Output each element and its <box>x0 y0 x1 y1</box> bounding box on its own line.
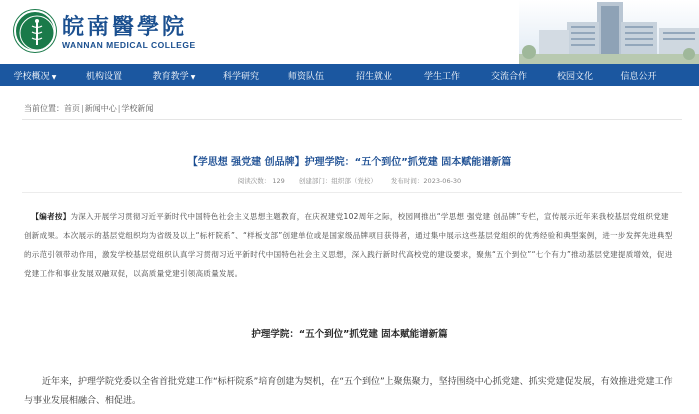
creator-department: 创建部门：组织部（党校） <box>298 177 377 185</box>
editor-note-label: 【编者按】 <box>31 212 71 221</box>
article-meta <box>0 176 699 185</box>
school-name-cn[interactable]: 皖南醫學院 <box>62 14 188 40</box>
divider <box>22 119 682 120</box>
nav-item-education[interactable]: 教育教学 ▼ <box>152 71 196 82</box>
campus-building-image <box>519 0 699 64</box>
nav-item-student-affairs[interactable]: 学生工作 <box>423 71 460 82</box>
nav-item-research[interactable]: 科学研究 <box>222 71 259 82</box>
site-header <box>0 0 699 64</box>
nav-item-about[interactable]: 学校概况 ▼ <box>13 71 57 82</box>
breadcrumb <box>24 103 153 114</box>
breadcrumb-separator: | <box>117 104 121 113</box>
chevron-down-icon: ▼ <box>190 73 196 81</box>
article-subtitle: 护理学院：“五个到位”抓党建 固本赋能谱新篇 <box>251 329 448 340</box>
school-logo[interactable] <box>14 10 56 52</box>
breadcrumb-separator: | <box>81 104 84 113</box>
article-title: 【学思想 强党建 创品牌】护理学院：“五个到位”抓党建 固本赋能谱新篇 <box>187 157 512 168</box>
caduceus-icon <box>16 12 58 54</box>
divider <box>22 192 682 193</box>
nav-item-exchange[interactable]: 交流合作 <box>490 71 527 82</box>
nav-item-departments[interactable]: 机构设置 <box>85 71 122 82</box>
breadcrumb-school-news[interactable]: 学校新闻 <box>121 104 154 113</box>
nav-item-info-disclosure[interactable]: 信息公开 <box>620 71 657 82</box>
nav-item-campus-culture[interactable]: 校园文化 <box>556 71 593 82</box>
chevron-down-icon: ▼ <box>51 73 57 81</box>
school-name-en: WANNAN MEDICAL COLLEGE <box>62 40 196 50</box>
nav-item-faculty[interactable]: 师资队伍 <box>287 71 324 82</box>
editor-note-text: 为深入开展学习贯彻习近平新时代中国特色社会主义思想主题教育，在庆祝建党102周年之际，校园网推出“学思想 强党建 创品牌”专栏，宣传展示近年来我校基层党组织党建创新成果。本次展示的基层党组织均为省级及以上“标杆院系”、“样板支部”创建单位或是国家级品牌项目获得者，通过集中展示这些基层党组织的优秀经验和典型案例，进一步发挥先进典型的示范引领带动作用，激发学校基层党组织认真学习贯彻习近平新时代中国特色社会主义思想，深入践行新时代高校党的建设要求，聚焦“五个到位”“七个有力”推动基层党建提质增效，促进党建工作和事业发展双融双促，以高质量党建引领高质量发展。 <box>24 212 673 278</box>
publish-time: 发布时间：2023-06-30 <box>390 177 462 185</box>
main-nav <box>0 64 699 86</box>
nav-item-admissions[interactable]: 招生就业 <box>355 71 392 82</box>
breadcrumb-home[interactable]: 首页 <box>64 104 80 113</box>
article-paragraph: 近年来，护理学院党委以全省首批党建工作“标杆院系”培育创建为契机，在“五个到位”上聚焦聚力，坚持围绕中心抓党建、抓实党建促发展，有效推进党建工作与事业发展相融合、相促进。 <box>24 377 673 406</box>
main-content <box>0 86 699 414</box>
editor-note <box>24 207 676 283</box>
breadcrumb-prefix: 当前位置： <box>24 104 64 113</box>
view-count: 阅读次数： 129 <box>237 177 285 185</box>
breadcrumb-news-center[interactable]: 新闻中心 <box>84 104 117 113</box>
